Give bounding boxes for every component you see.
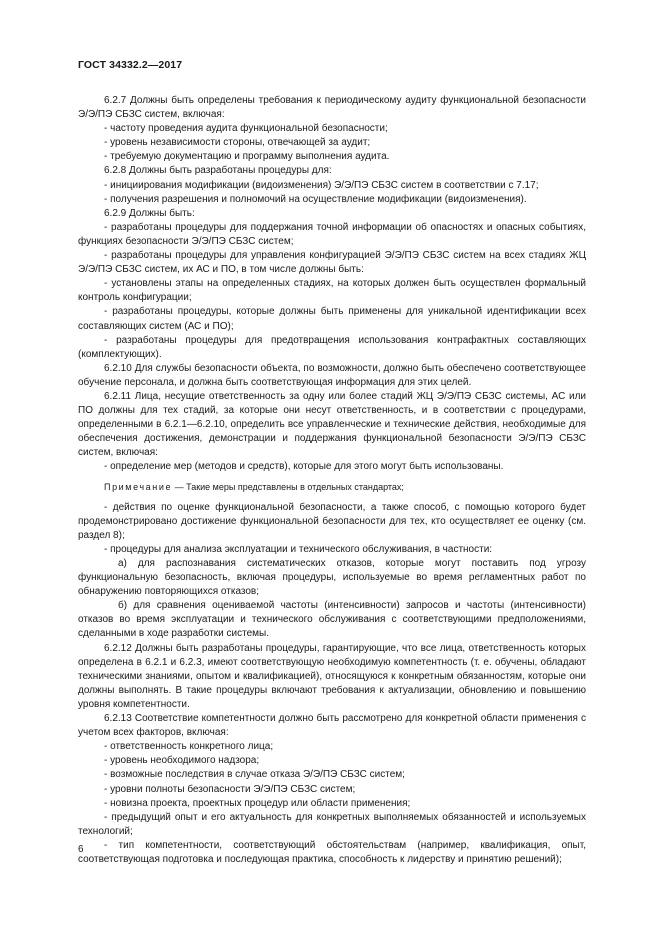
clause-6-2-7: 6.2.7 Должны быть определены требования к периодическому аудиту функциональной безопасности Э/Э/ПЭ СБЗС систем, включая: <box>78 95 586 121</box>
clause-6-2-9: 6.2.9 Должны быть: <box>104 207 195 219</box>
clause-6-2-10: 6.2.10 Для службы безопасности объекта, по возможности, должно быть обеспечено соответствующее обучение персонала, и должна быть соответствующая информация для этих целей. <box>78 362 586 388</box>
list-item: - определение мер (методов и средств), которые для этого могут быть использованы. <box>104 461 504 473</box>
note <box>78 480 586 494</box>
clause-6-2-13: 6.2.13 Соответствие компетентности должно быть рассмотрено для конкретной области применения с учетом всех факторов, включая: <box>78 713 586 739</box>
list-item: - частоту проведения аудита функциональной безопасности; <box>104 123 388 135</box>
list-item: - ответственность конкретного лица; <box>104 741 274 753</box>
list-item: - инициирования модификации (видоизменения) Э/Э/ПЭ СБЗС систем в соответствии с 7.17; <box>104 179 539 191</box>
clause-6-2-12: 6.2.12 Должны быть разработаны процедуры, гарантирующие, что все лица, ответственность которых определена в 6.2.1 и 6.2.3, имеют соответствующую необходимую компетентность (т. е. обучены, обладают техническими знаниями, опытом и квалификацией), относящуюся к конкретным обязанностям, которые они должны выполнять. В такие процедуры включают требования к актуализации, обновлению и повышению уровня компетентности. <box>78 642 586 710</box>
page-number: 6 <box>78 844 84 855</box>
list-item: - возможные последствия в случае отказа Э/Э/ПЭ СБЗС систем; <box>104 769 405 781</box>
list-item: - предыдущий опыт и его актуальность для конкретных выполняемых обязанностей и используемых технологий; <box>78 811 586 837</box>
clause-6-2-8: 6.2.8 Должны быть разработаны процедуры для: <box>104 165 332 177</box>
page-content <box>78 94 586 867</box>
list-item: - требуемую документацию и программу выполнения аудита. <box>104 151 390 163</box>
list-item: - тип компетентности, соответствующий обстоятельствам (например, квалификация, опыт, соответствующая подготовка и последующая практика, способность к лидерству и принятию решений); <box>78 839 586 865</box>
list-item: - уровни полноты безопасности Э/Э/ПЭ СБЗС систем; <box>104 783 356 795</box>
list-item: - новизна проекта, проектных процедур или области применения; <box>104 797 411 809</box>
sub-list-item-b: б) для сравнения оцениваемой частоты (интенсивности) запросов и частоты (интенсивности) отказов во время эксплуатации и технического обслуживания с соответствующими предположениями, сделанными в ходе разработки системы. <box>78 600 586 640</box>
list-item: - разработаны процедуры, которые должны быть применены для уникальной идентификации всех составляющих систем (АС и ПО); <box>78 306 586 332</box>
list-item: - установлены этапы на определенных стадиях, на которых должен быть осуществлен формальный контроль конфигурации; <box>78 278 586 304</box>
list-item: - уровень независимости стороны, отвечающей за аудит; <box>104 137 371 149</box>
clause-6-2-11: 6.2.11 Лица, несущие ответственность за одну или более стадий ЖЦ Э/Э/ПЭ СБЗС системы, АС или ПО должны для тех стадий, за которые они несут ответственность, и в соответствии с процедурами, определенными в 6.2.1—6.2.10, определить все управленческие и технические действия, необходимые для обеспечения достижения, демонстрации и поддержания функциональной безопасности Э/Э/ПЭ СБЗС систем, включая: <box>78 390 586 459</box>
list-item: - разработаны процедуры для управления конфигурацией Э/Э/ПЭ СБЗС систем на всех стадиях ЖЦ Э/Э/ПЭ СБЗС систем, их АС и ПО, в том числе должны быть: <box>78 250 586 276</box>
document-code: ГОСТ 34332.2—2017 <box>78 59 183 71</box>
list-item: - действия по оценке функциональной безопасности, а также способ, с помощью которого будет продемонстрировано достижение функциональной безопасности для тех, кто осуществляет ее оценку (см. раздел 8); <box>78 501 586 541</box>
list-item: - разработаны процедуры для предотвращения использования контрафактных составляющих (комплектующих). <box>78 334 586 360</box>
list-item: - разработаны процедуры для поддержания точной информации об опасностях и опасных событиях, функциях безопасности Э/Э/ПЭ СБЗС систем; <box>78 221 586 247</box>
sub-list-item-a: а) для распознавания систематических отказов, которые могут поставить под угрозу функциональную безопасность, включая процедуры, используемые во время регламентных работ по обнаружению повторяющихся отказов; <box>78 558 586 598</box>
note-text: — Такие меры представлены в отдельных стандартах; <box>172 481 404 492</box>
list-item: - процедуры для анализа эксплуатации и технического обслуживания, в частности: <box>104 543 493 555</box>
note-label: Примечание <box>104 481 173 492</box>
list-item: - уровень необходимого надзора; <box>104 755 260 767</box>
list-item: - получения разрешения и полномочий на осуществление модификации (видоизменения). <box>104 193 527 205</box>
